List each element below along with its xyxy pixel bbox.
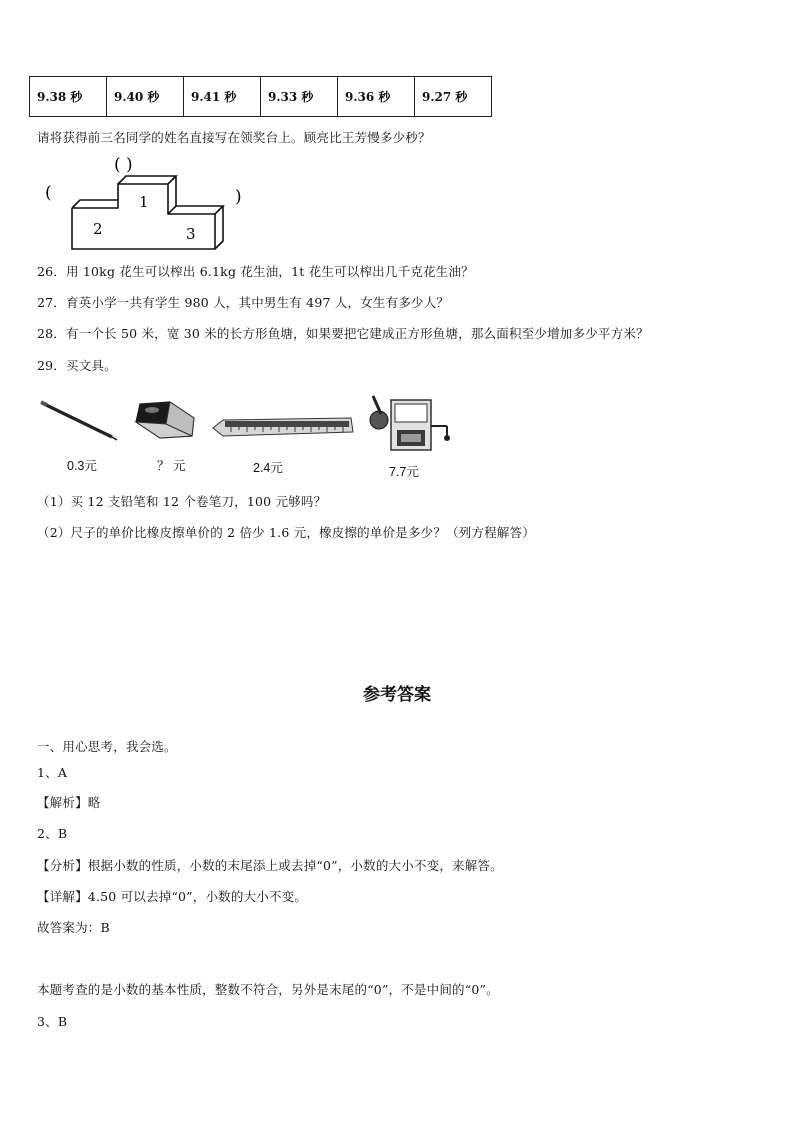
table-row [30,77,492,117]
podium-shape [72,176,223,249]
ruler-image [211,412,355,442]
podium-bracket-third: ) [235,187,242,207]
answers-section-heading: 一、用心思考，我会选。 [37,739,177,754]
pencil-image [38,395,120,445]
pencil-sharpener-icon [370,396,450,450]
answer-item: 【详解】4.50 可以去掉“0”，小数的大小不变。 [37,889,308,904]
podium-bracket-first: ( ) [114,155,133,175]
answer-item: 3、B [37,1014,68,1029]
sharpener-image [367,390,455,456]
eraser-icon [136,402,194,438]
question-29-part-1: （1）买 12 支铅笔和 12 个卷笔刀，100 元够吗？ [37,494,327,509]
answer-item: 本题考查的是小数的基本性质，整数不符合，另外是末尾的“0”，不是中间的“0”。 [37,982,499,997]
answer-item: 【解析】略 [37,795,101,810]
time-cell: 9.27 秒 [415,77,492,117]
time-cell: 9.36 秒 [338,77,415,117]
sharpener-price: 7.7元 [389,465,419,479]
question-29-part-2: （2）尺子的单价比橡皮擦单价的 2 倍少 1.6 元，橡皮擦的单价是多少？（列方程解答） [37,525,535,540]
ruler-price: 2.4元 [253,461,283,475]
podium-label-1: 1 [139,193,149,211]
question-27: 27．育英小学一共有学生 980 人，其中男生有 497 人，女生有多少人？ [37,295,450,310]
podium-illustration [40,150,260,255]
time-cell: 9.38 秒 [30,77,107,117]
ruler-icon [213,418,353,436]
answer-item: 故答案为：B [37,920,110,935]
question-26: 26．用 10kg 花生可以榨出 6.1kg 花生油，1t 花生可以榨出几千克花生油？ [37,264,474,279]
eraser-image [132,398,200,444]
time-cell: 9.40 秒 [107,77,184,117]
podium-label-3: 3 [186,225,196,243]
eraser-price: ？ 元 [157,459,186,473]
podium-bracket-second: ( [45,183,52,203]
answer-item: 【分析】根据小数的性质，小数的末尾添上或去掉“0”，小数的大小不变，来解答。 [37,858,503,873]
question-28: 28．有一个长 50 米，宽 30 米的长方形鱼塘，如果要把它建成正方形鱼塘，那么面积至少增加多少平方米？ [37,326,649,341]
podium-label-2: 2 [93,220,103,238]
question-25-prompt: 请将获得前三名同学的姓名直接写在领奖台上。顾亮比王芳慢多少秒？ [37,130,431,145]
times-table [29,76,492,117]
answers-title: 参考答案 [363,685,431,705]
time-cell: 9.41 秒 [184,77,261,117]
pencil-price: 0.3元 [67,459,97,473]
pencil-icon [41,402,117,440]
question-29: 29．买文具。 [37,358,117,373]
time-cell: 9.33 秒 [261,77,338,117]
answer-item: 2、B [37,826,68,841]
answer-item: 1、A [37,765,68,780]
